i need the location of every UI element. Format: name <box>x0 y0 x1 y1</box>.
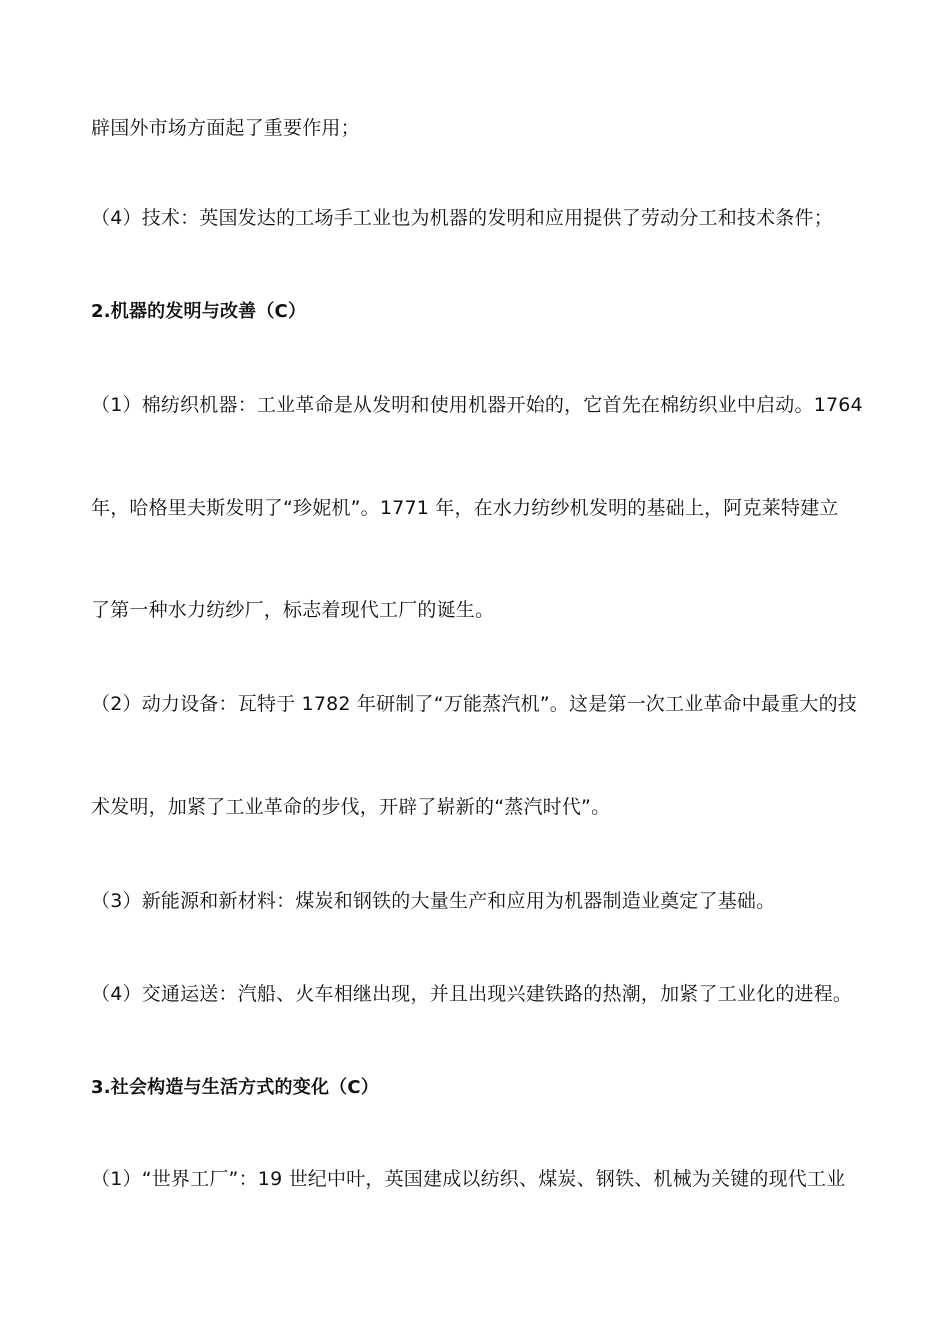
paragraph-line: 辟国外市场方面起了重要作用； <box>91 117 360 139</box>
paragraph-line: 了第一种水力纺纱厂，标志着现代工厂的诞生。 <box>91 599 495 621</box>
paragraph-line: 术发明，加紧了工业革命的步伐，开辟了崭新的“蒸汽时代”。 <box>91 796 611 818</box>
paragraph-line: （1）“世界工厂”：19 世纪中叶，英国建成以纺织、煤炭、钢铁、机械为关键的现代工业 <box>91 1168 846 1190</box>
paragraph-line: （4）交通运送：汽船、火车相继出现，并且出现兴建铁路的热潮，加紧了工业化的进程。 <box>91 983 853 1005</box>
paragraph-line: （3）新能源和新材料：煤炭和钢铁的大量生产和应用为机器制造业奠定了基础。 <box>91 890 776 912</box>
paragraph-line: 年，哈格里夫斯发明了“珍妮机”。1771 年，在水力纺纱机发明的基础上，阿克莱特建立 <box>91 497 839 519</box>
paragraph-line: （1）棉纺织机器：工业革命是从发明和使用机器开始的，它首先在棉纺织业中启动。1764 <box>91 394 863 416</box>
section-heading: 2.机器的发明与改善（C） <box>91 301 307 322</box>
paragraph-line: （2）动力设备：瓦特于 1782 年研制了“万能蒸汽机”。这是第一次工业革命中最重大的技 <box>91 693 858 715</box>
section-heading: 3.社会构造与生活方式的变化（C） <box>91 1077 379 1098</box>
paragraph-line: （4）技术：英国发达的工场手工业也为机器的发明和应用提供了劳动分工和技术条件； <box>91 207 833 229</box>
